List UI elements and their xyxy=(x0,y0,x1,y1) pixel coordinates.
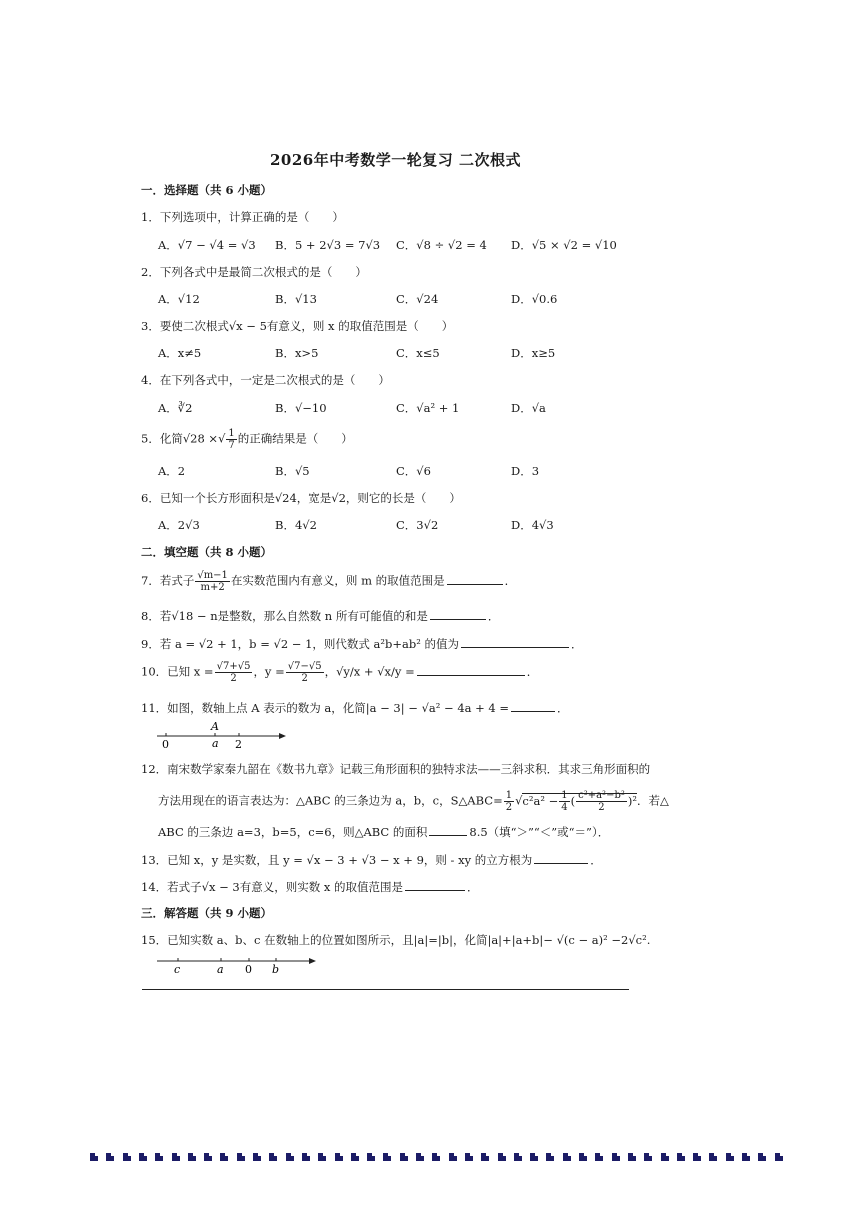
question-12-root-a: c²a² − xyxy=(522,793,559,808)
question-5-frac-num: 1 xyxy=(228,428,235,439)
question-12-line3 xyxy=(158,823,609,840)
question-12-line2: 方法用现在的语言表达为：△ABC 的三条边为 a，b，c，S△ABC= $\frac{1}{2}$ √c²a² − $\frac{1}{4}$ ( $\frac{\text{c²+a²−b²}}{2}$ )²．若△ xyxy=(158,790,669,813)
footer-mark xyxy=(123,1153,131,1161)
axis15-label-a: a xyxy=(217,963,224,976)
footer-mark xyxy=(775,1153,783,1161)
question-6-option-a: A．2√3 xyxy=(158,518,200,532)
question-5-frac-den: 7 xyxy=(228,440,235,451)
footer-mark xyxy=(481,1153,489,1161)
question-7-fraction xyxy=(195,570,230,593)
footer-mark xyxy=(530,1153,538,1161)
footer-mark xyxy=(237,1153,245,1161)
question-10-y-num: √7−√5 xyxy=(287,661,322,672)
question-10-x-num: √7+√5 xyxy=(216,661,251,672)
footer-mark xyxy=(758,1153,766,1161)
question-2-stem: 2．下列各式中是最简二次根式的是（ ） xyxy=(141,265,367,279)
question-15: 15．已知实数 a、b、c 在数轴上的位置如图所示，且|a|=|b|，化简|a|+|a+b|− √(c − a)² −2√c². xyxy=(141,933,651,947)
question-3-option-c: C．x≤5 xyxy=(396,346,440,360)
question-2-option-b: B．√13 xyxy=(275,292,317,306)
question-8-blank[interactable] xyxy=(430,607,486,620)
question-12-blank[interactable] xyxy=(429,823,467,836)
question-14-blank[interactable] xyxy=(405,878,465,891)
question-2-option-a: A．√12 xyxy=(158,292,200,306)
footer-mark xyxy=(677,1153,685,1161)
question-8-pre: 8．若√18 − n是整数，那么自然数 n 所有可能值的和是 xyxy=(141,609,428,623)
question-5-stem: 5．化简√28 ×√ $\frac{1}{7}$ 的正确结果是（ ） xyxy=(141,428,353,451)
footer-mark xyxy=(661,1153,669,1161)
question-4-option-a: A．∛2 xyxy=(158,401,193,415)
question-9-pre: 9．若 a = √2 + 1，b = √2 − 1，则代数式 a²b+ab² 的值为 xyxy=(141,637,460,651)
question-5-option-b: B．√5 xyxy=(275,464,310,478)
footer-mark xyxy=(383,1153,391,1161)
question-12-quarter-den: 4 xyxy=(561,802,568,813)
footer-mark xyxy=(449,1153,457,1161)
section-heading-choice: 一．选择题（共 6 小题） xyxy=(141,183,273,197)
question-6-option-c: C．3√2 xyxy=(396,518,439,532)
question-1-option-d: D．√5 × √2 = √10 xyxy=(511,238,617,252)
question-15-number-line xyxy=(155,952,320,977)
question-4-option-b: B．√−10 xyxy=(275,401,327,415)
question-12-line1: 12．南宋数学家秦九韶在《数书九章》记载三角形面积的独特求法——三斜求积．其求三角形面积的 xyxy=(141,762,651,776)
question-3-option-a: A．x≠5 xyxy=(158,346,202,360)
question-10-expr: √y/x + √x/y = xyxy=(336,664,415,679)
question-3-option-b: B．x>5 xyxy=(275,346,319,360)
question-10-pre: 10．已知 x = xyxy=(141,664,214,679)
question-12-quarter-num: 1 xyxy=(561,790,568,801)
question-11 xyxy=(141,699,569,716)
question-14-pre: 14．若式子√x − 3有意义，则实数 x 的取值范围是 xyxy=(141,880,404,894)
question-9 xyxy=(141,635,583,652)
question-12-half-num: 1 xyxy=(505,790,513,801)
section-heading-fill: 二．填空题（共 8 小题） xyxy=(141,545,273,559)
question-7-frac-num: √m−1 xyxy=(197,570,228,581)
footer-mark xyxy=(220,1153,228,1161)
question-3-option-d: D．x≥5 xyxy=(511,346,556,360)
footer-mark xyxy=(139,1153,147,1161)
footer-mark xyxy=(367,1153,375,1161)
question-1-option-c: C．√8 ÷ √2 = 4 xyxy=(396,238,487,252)
question-7 xyxy=(141,570,516,593)
footer-mark xyxy=(269,1153,277,1161)
footer-mark xyxy=(400,1153,408,1161)
footer-mark xyxy=(204,1153,212,1161)
question-5-option-d: D．3 xyxy=(511,464,540,478)
section-divider xyxy=(142,989,629,990)
question-8 xyxy=(141,607,499,624)
question-12-line3-post: 8.5（填“＞”“＜”或“＝”）． xyxy=(469,825,610,839)
axis15-label-c: c xyxy=(174,963,181,976)
question-12-inner-num: c²+a²−b² xyxy=(578,790,625,801)
footer-mark xyxy=(612,1153,620,1161)
question-4-option-d: D．√a xyxy=(511,401,546,415)
footer-mark xyxy=(253,1153,261,1161)
question-8-end: ． xyxy=(487,609,500,623)
axis11-label-2: 2 xyxy=(235,738,242,751)
footer-mark xyxy=(335,1153,343,1161)
question-10-y-fraction xyxy=(286,661,324,684)
question-13-blank[interactable] xyxy=(534,851,588,864)
footer-mark xyxy=(709,1153,717,1161)
question-10-tail: ， xyxy=(324,664,337,679)
question-12-quarter xyxy=(559,790,569,813)
question-11-blank[interactable] xyxy=(511,699,555,712)
question-4-option-c: C．√a² + 1 xyxy=(396,401,460,415)
question-12-line2-pre: 方法用现在的语言表达为：△ABC 的三条边为 a，b，c，S△ABC= xyxy=(158,793,503,808)
question-10-blank[interactable] xyxy=(417,663,525,676)
question-12-inner xyxy=(576,790,627,813)
footer-mark xyxy=(514,1153,522,1161)
question-11-end: ． xyxy=(557,701,569,715)
footer-mark xyxy=(302,1153,310,1161)
question-10-mid: ，y = xyxy=(253,664,285,679)
question-12-half xyxy=(504,790,514,813)
page-title: 2026年中考数学一轮复习 二次根式 xyxy=(270,151,521,169)
question-13 xyxy=(141,851,602,868)
question-1-stem: 1．下列选项中，计算正确的是（ ） xyxy=(141,210,344,224)
question-2-option-d: D．√0.6 xyxy=(511,292,558,306)
footer-mark xyxy=(498,1153,506,1161)
footer-mark xyxy=(416,1153,424,1161)
footer-mark xyxy=(90,1153,98,1161)
question-3-stem: 3．要使二次根式√x − 5有意义，则 x 的取值范围是（ ） xyxy=(141,319,454,333)
question-11-pre: 11．如图，数轴上点 A 表示的数为 a，化简|a − 3| − √a² − 4a + 4 = xyxy=(141,701,510,715)
question-9-blank[interactable] xyxy=(461,635,569,648)
question-14-end: ． xyxy=(467,880,479,894)
footer-mark xyxy=(693,1153,701,1161)
footer-mark xyxy=(595,1153,603,1161)
section-heading-answer: 三．解答题（共 9 小题） xyxy=(141,906,273,920)
question-1-option-a: A．√7 − √4 = √3 xyxy=(158,238,256,252)
question-7-post: 在实数范围内有意义，则 m 的取值范围是 xyxy=(230,573,445,588)
question-5-stem-post: 的正确结果是（ ） xyxy=(237,431,353,446)
footer-mark xyxy=(106,1153,114,1161)
axis11-label-A: A xyxy=(211,720,219,733)
question-5-stem-pre: 5．化简√28 × xyxy=(141,431,219,446)
question-12-half-den: 2 xyxy=(505,802,513,813)
footer-mark xyxy=(546,1153,554,1161)
question-10-end: ． xyxy=(526,664,539,679)
question-5-fraction xyxy=(226,428,236,451)
footer-mark xyxy=(155,1153,163,1161)
question-6-stem: 6．已知一个长方形面积是√24，宽是√2，则它的长是（ ） xyxy=(141,491,461,505)
question-11-number-line xyxy=(155,717,290,752)
question-4-stem: 4．在下列各式中，一定是二次根式的是（ ） xyxy=(141,373,390,387)
question-10-x-fraction xyxy=(215,661,253,684)
question-7-frac-den: m+2 xyxy=(200,582,225,593)
question-13-end: ． xyxy=(590,853,602,867)
question-12-inner-den: 2 xyxy=(598,802,605,813)
question-7-pre: 7．若式子 xyxy=(141,573,195,588)
question-7-blank[interactable] xyxy=(447,572,503,585)
footer-mark xyxy=(465,1153,473,1161)
question-5-option-c: C．√6 xyxy=(396,464,431,478)
question-10 xyxy=(141,661,538,684)
question-9-end: ． xyxy=(571,637,583,651)
footer-mark xyxy=(579,1153,587,1161)
question-2-option-c: C．√24 xyxy=(396,292,439,306)
axis11-label-0: 0 xyxy=(162,738,169,751)
question-1-option-b: B．5 + 2√3 = 7√3 xyxy=(275,238,381,252)
question-10-y-den: 2 xyxy=(301,673,308,684)
question-7-end: ． xyxy=(504,573,517,588)
question-12-line2-post: ．若△ xyxy=(636,793,669,808)
footer-mark xyxy=(742,1153,750,1161)
axis11-label-a: a xyxy=(212,737,219,750)
footer-mark xyxy=(644,1153,652,1161)
question-13-pre: 13．已知 x，y 是实数，且 y = √x − 3 + √3 − x + 9，则 - xy 的立方根为 xyxy=(141,853,533,867)
question-14 xyxy=(141,878,479,895)
footer-mark xyxy=(172,1153,180,1161)
footer-mark xyxy=(563,1153,571,1161)
axis15-label-b: b xyxy=(272,963,280,976)
question-12-line3-pre: ABC 的三条边 a=3，b=5，c=6，则△ABC 的面积 xyxy=(158,825,428,839)
question-6-option-d: D．4√3 xyxy=(511,518,554,532)
question-5-option-a: A．2 xyxy=(158,464,186,478)
footer-mark xyxy=(726,1153,734,1161)
footer-mark xyxy=(351,1153,359,1161)
footer-mark xyxy=(286,1153,294,1161)
axis15-label-0: 0 xyxy=(245,963,252,976)
footer-mark xyxy=(188,1153,196,1161)
question-10-x-den: 2 xyxy=(230,673,237,684)
footer-mark xyxy=(318,1153,326,1161)
question-6-option-b: B．4√2 xyxy=(275,518,317,532)
footer-mark xyxy=(432,1153,440,1161)
footer-mark xyxy=(628,1153,636,1161)
